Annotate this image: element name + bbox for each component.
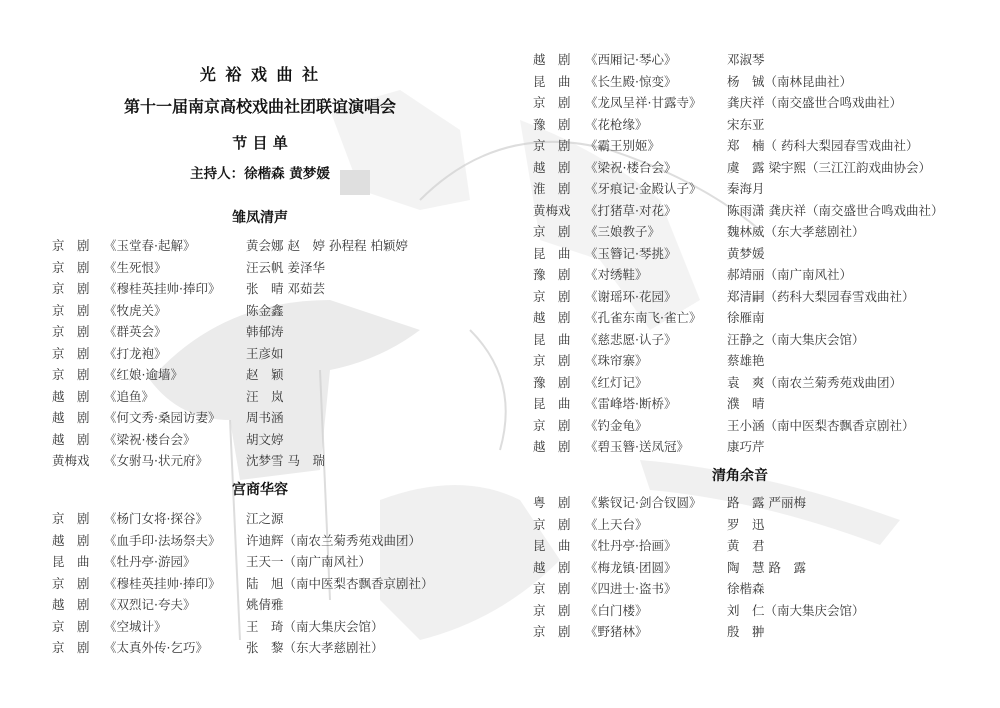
piece-title: 《上天台》 [585, 516, 648, 532]
performer-names: 杨 铖（南林昆曲社） [727, 73, 853, 89]
program-item [533, 393, 973, 415]
piece-title: 《生死恨》 [104, 259, 167, 275]
genre-label: 越 剧 [52, 410, 90, 425]
program-item [52, 637, 472, 659]
program-item [533, 557, 973, 579]
piece-title: 《牡丹亭·拾画》 [585, 538, 677, 553]
program-item [52, 616, 472, 638]
performer-names: 袁 爽（南农兰菊秀苑戏曲团） [727, 374, 903, 390]
genre-label: 京 剧 [533, 516, 571, 532]
genre-label: 京 剧 [533, 288, 571, 304]
piece-title: 《钓金龟》 [585, 417, 648, 433]
program-item [52, 235, 472, 257]
performer-names: 张 黎（东大孝慈剧社） [246, 640, 384, 655]
genre-label: 淮 剧 [533, 181, 571, 196]
program-item [533, 535, 973, 557]
program-item [533, 135, 973, 157]
piece-title: 《三娘教子》 [585, 224, 661, 239]
genre-label: 豫 剧 [533, 374, 571, 390]
piece-title: 《珠帘寨》 [585, 353, 648, 368]
piece-title: 《梁祝·楼台会》 [104, 431, 196, 447]
program-item [533, 329, 973, 351]
piece-title: 《西厢记·琴心》 [585, 52, 677, 67]
program-list-chufeng [52, 235, 472, 472]
section-title-gongshang: 宫商华容 [232, 482, 288, 498]
program-item [52, 594, 472, 616]
program-item [533, 200, 973, 222]
program-item [52, 450, 472, 472]
genre-label: 京 剧 [533, 95, 571, 110]
performer-names: 濮 晴 [727, 396, 765, 411]
genre-label: 越 剧 [52, 388, 90, 404]
performer-names: 周书涵 [246, 410, 284, 425]
performer-names: 陈雨潇 龚庆祥（南交盛世合鸣戏曲社） [727, 202, 944, 218]
program-list-gongshang-right [533, 49, 973, 458]
performer-names: 郑清嗣（药科大梨园春雪戏曲社） [727, 288, 915, 304]
piece-title: 《花枪缘》 [585, 116, 648, 132]
piece-title: 《长生殿·惊变》 [585, 73, 677, 89]
piece-title: 《穆桂英挂帅·捧印》 [104, 281, 221, 296]
performer-names: 赵 颖 [246, 367, 284, 382]
club-name: 光 裕 戏 曲 社 [199, 65, 321, 84]
program-item [52, 530, 472, 552]
genre-label: 京 剧 [52, 575, 90, 591]
performer-names: 汪 岚 [246, 388, 284, 404]
piece-title: 《群英会》 [104, 324, 167, 339]
genre-label: 京 剧 [52, 302, 90, 318]
program-item [533, 243, 973, 265]
hosts-line: 主持人：徐楷森 黄梦媛 [190, 166, 330, 182]
program-item [533, 71, 973, 93]
genre-label: 京 剧 [533, 138, 571, 153]
program-item [533, 621, 973, 643]
section-title-qingjiao: 清角余音 [712, 468, 768, 484]
piece-title: 《孔雀东南飞·雀亡》 [585, 310, 702, 325]
piece-title: 《碧玉簪·送凤冠》 [585, 439, 689, 454]
piece-title: 《梁祝·楼台会》 [585, 159, 677, 175]
piece-title: 《血手印·法场祭夫》 [104, 532, 221, 548]
piece-title: 《牧虎关》 [104, 302, 167, 318]
genre-label: 昆 曲 [533, 538, 571, 553]
performer-names: 姚倩雅 [246, 597, 284, 612]
genre-label: 越 剧 [533, 52, 571, 67]
piece-title: 《女驸马·状元府》 [104, 453, 208, 468]
genre-label: 豫 剧 [533, 116, 571, 132]
piece-title: 《红娘·逾墙》 [104, 367, 183, 382]
program-item [533, 600, 973, 622]
program-item [533, 492, 973, 514]
performer-names: 胡文婷 [246, 431, 284, 447]
genre-label: 京 剧 [533, 417, 571, 433]
performer-names: 刘 仁（南大集庆会馆） [727, 602, 865, 618]
piece-title: 《龙凤呈祥·甘露寺》 [585, 95, 702, 110]
program-item [52, 364, 472, 386]
program-item [533, 264, 973, 286]
performer-names: 蔡雄艳 [727, 353, 765, 368]
performer-names: 虞 露 梁宇熙（三江江韵戏曲协会） [727, 159, 931, 175]
genre-label: 越 剧 [52, 597, 90, 612]
genre-label: 越 剧 [533, 159, 571, 175]
performer-names: 汪静之（南大集庆会馆） [727, 331, 865, 347]
program-item [533, 157, 973, 179]
genre-label: 昆 曲 [533, 245, 571, 261]
program-item [533, 436, 973, 458]
program-item [52, 257, 472, 279]
genre-label: 京 剧 [52, 259, 90, 275]
performer-names: 江之源 [246, 511, 284, 526]
performer-names: 张 晴 邓茹芸 [246, 281, 325, 296]
genre-label: 京 剧 [533, 624, 571, 639]
performer-names: 魏林威（东大孝慈剧社） [727, 224, 865, 239]
performer-names: 康巧芹 [727, 439, 765, 454]
genre-label: 京 剧 [52, 345, 90, 361]
performer-names: 王 琦（南大集庆会馆） [246, 618, 384, 634]
piece-title: 《雷峰塔·断桥》 [585, 396, 677, 411]
performer-names: 龚庆祥（南交盛世合鸣戏曲社） [727, 95, 903, 110]
piece-title: 《空城计》 [104, 618, 167, 634]
piece-title: 《太真外传·乞巧》 [104, 640, 208, 655]
performer-names: 王天一（南广南风社） [246, 554, 372, 569]
genre-label: 京 剧 [52, 618, 90, 634]
piece-title: 《打猪草·对花》 [585, 202, 677, 218]
performer-names: 陆 旭（南中医梨杏飘香京剧社） [246, 575, 434, 591]
program-list-qingjiao [533, 492, 973, 643]
program-item [52, 300, 472, 322]
piece-title: 《何文秀·桑园访妻》 [104, 410, 221, 425]
performer-names: 陈金鑫 [246, 302, 284, 318]
piece-title: 《穆桂英挂帅·捧印》 [104, 575, 221, 591]
piece-title: 《梅龙镇·团圆》 [585, 559, 677, 575]
genre-label: 京 剧 [533, 353, 571, 368]
genre-label: 粤 剧 [533, 495, 571, 510]
piece-title: 《对绣鞋》 [585, 267, 648, 282]
genre-label: 越 剧 [533, 310, 571, 325]
genre-label: 昆 曲 [533, 396, 571, 411]
piece-title: 《四进士·盗书》 [585, 581, 677, 596]
program-item [52, 551, 472, 573]
piece-title: 《野猪林》 [585, 624, 648, 639]
genre-label: 京 剧 [52, 281, 90, 296]
performer-names: 韩郁涛 [246, 324, 284, 339]
genre-label: 昆 曲 [52, 554, 90, 569]
program-item [533, 415, 973, 437]
program-item [533, 514, 973, 536]
performer-names: 路 露 严丽梅 [727, 495, 806, 510]
program-item [533, 178, 973, 200]
performer-names: 宋东亚 [727, 116, 765, 132]
performer-names: 汪云帆 姜泽华 [246, 259, 325, 275]
genre-label: 越 剧 [533, 439, 571, 454]
performer-names: 沈梦雪 马 瑞 [246, 453, 325, 468]
program-item [52, 508, 472, 530]
piece-title: 《牡丹亭·游园》 [104, 554, 196, 569]
piece-title: 《霸王别姬》 [585, 138, 661, 153]
piece-title: 《白门楼》 [585, 602, 648, 618]
program-item [533, 307, 973, 329]
genre-label: 京 剧 [52, 238, 90, 253]
performer-names: 陶 慧 路 露 [727, 559, 806, 575]
genre-label: 黄梅戏 [52, 453, 90, 468]
genre-label: 京 剧 [52, 324, 90, 339]
program-item [52, 407, 472, 429]
piece-title: 《打龙袍》 [104, 345, 167, 361]
piece-title: 《玉簪记·琴挑》 [585, 245, 677, 261]
performer-names: 罗 迅 [727, 516, 765, 532]
performer-names: 郑 楠（ 药科大梨园春雪戏曲社） [727, 138, 919, 153]
program-item [52, 429, 472, 451]
piece-title: 《追鱼》 [104, 388, 155, 404]
genre-label: 越 剧 [52, 532, 90, 548]
performer-names: 徐楷森 [727, 581, 765, 596]
piece-title: 《谢瑶环·花园》 [585, 288, 677, 304]
performer-names: 王小涵（南中医梨杏飘香京剧社） [727, 417, 915, 433]
genre-label: 昆 曲 [533, 331, 571, 347]
performer-names: 黄会娜 赵 婷 孙程程 柏颖婷 [246, 238, 408, 253]
genre-label: 京 剧 [533, 224, 571, 239]
genre-label: 昆 曲 [533, 73, 571, 89]
genre-label: 京 剧 [533, 581, 571, 596]
piece-title: 《玉堂春·起解》 [104, 238, 196, 253]
genre-label: 京 剧 [52, 640, 90, 655]
piece-title: 《红灯记》 [585, 374, 648, 390]
program-item [533, 350, 973, 372]
genre-label: 越 剧 [533, 559, 571, 575]
program-item [533, 578, 973, 600]
piece-title: 《牙痕记·金殿认子》 [585, 181, 702, 196]
program-item [52, 278, 472, 300]
performer-names: 王彦如 [246, 345, 284, 361]
genre-label: 豫 剧 [533, 267, 571, 282]
performer-names: 黄梦媛 [727, 245, 765, 261]
performer-names: 许迪辉（南农兰菊秀苑戏曲团） [246, 532, 422, 548]
genre-label: 京 剧 [52, 511, 90, 526]
genre-label: 京 剧 [52, 367, 90, 382]
genre-label: 越 剧 [52, 431, 90, 447]
performer-names: 秦海月 [727, 181, 765, 196]
genre-label: 黄梅戏 [533, 202, 571, 218]
program-item [533, 49, 973, 71]
program-item [52, 386, 472, 408]
program-item [52, 343, 472, 365]
performer-names: 邓淑琴 [727, 52, 765, 67]
program-item [533, 114, 973, 136]
event-title: 第十一届南京高校戏曲社团联谊演唱会 [123, 97, 396, 116]
performer-names: 郝靖丽（南广南风社） [727, 267, 853, 282]
performer-names: 徐雁南 [727, 310, 765, 325]
piece-title: 《双烈记·夸夫》 [104, 597, 196, 612]
piece-title: 《紫钗记·剑合钗圆》 [585, 495, 702, 510]
section-title-chufeng: 雏凤清声 [232, 210, 288, 226]
program-item [533, 286, 973, 308]
genre-label: 京 剧 [533, 602, 571, 618]
program-heading: 节 目 单 [232, 134, 288, 152]
program-list-gongshang-left [52, 508, 472, 659]
piece-title: 《慈悲愿·认子》 [585, 331, 677, 347]
piece-title: 《杨门女将·探谷》 [104, 511, 208, 526]
program-item [533, 92, 973, 114]
program-item [533, 221, 973, 243]
program-item [52, 573, 472, 595]
performer-names: 殷 翀 [727, 624, 765, 639]
program-item [52, 321, 472, 343]
performer-names: 黄 君 [727, 538, 765, 553]
program-item [533, 372, 973, 394]
